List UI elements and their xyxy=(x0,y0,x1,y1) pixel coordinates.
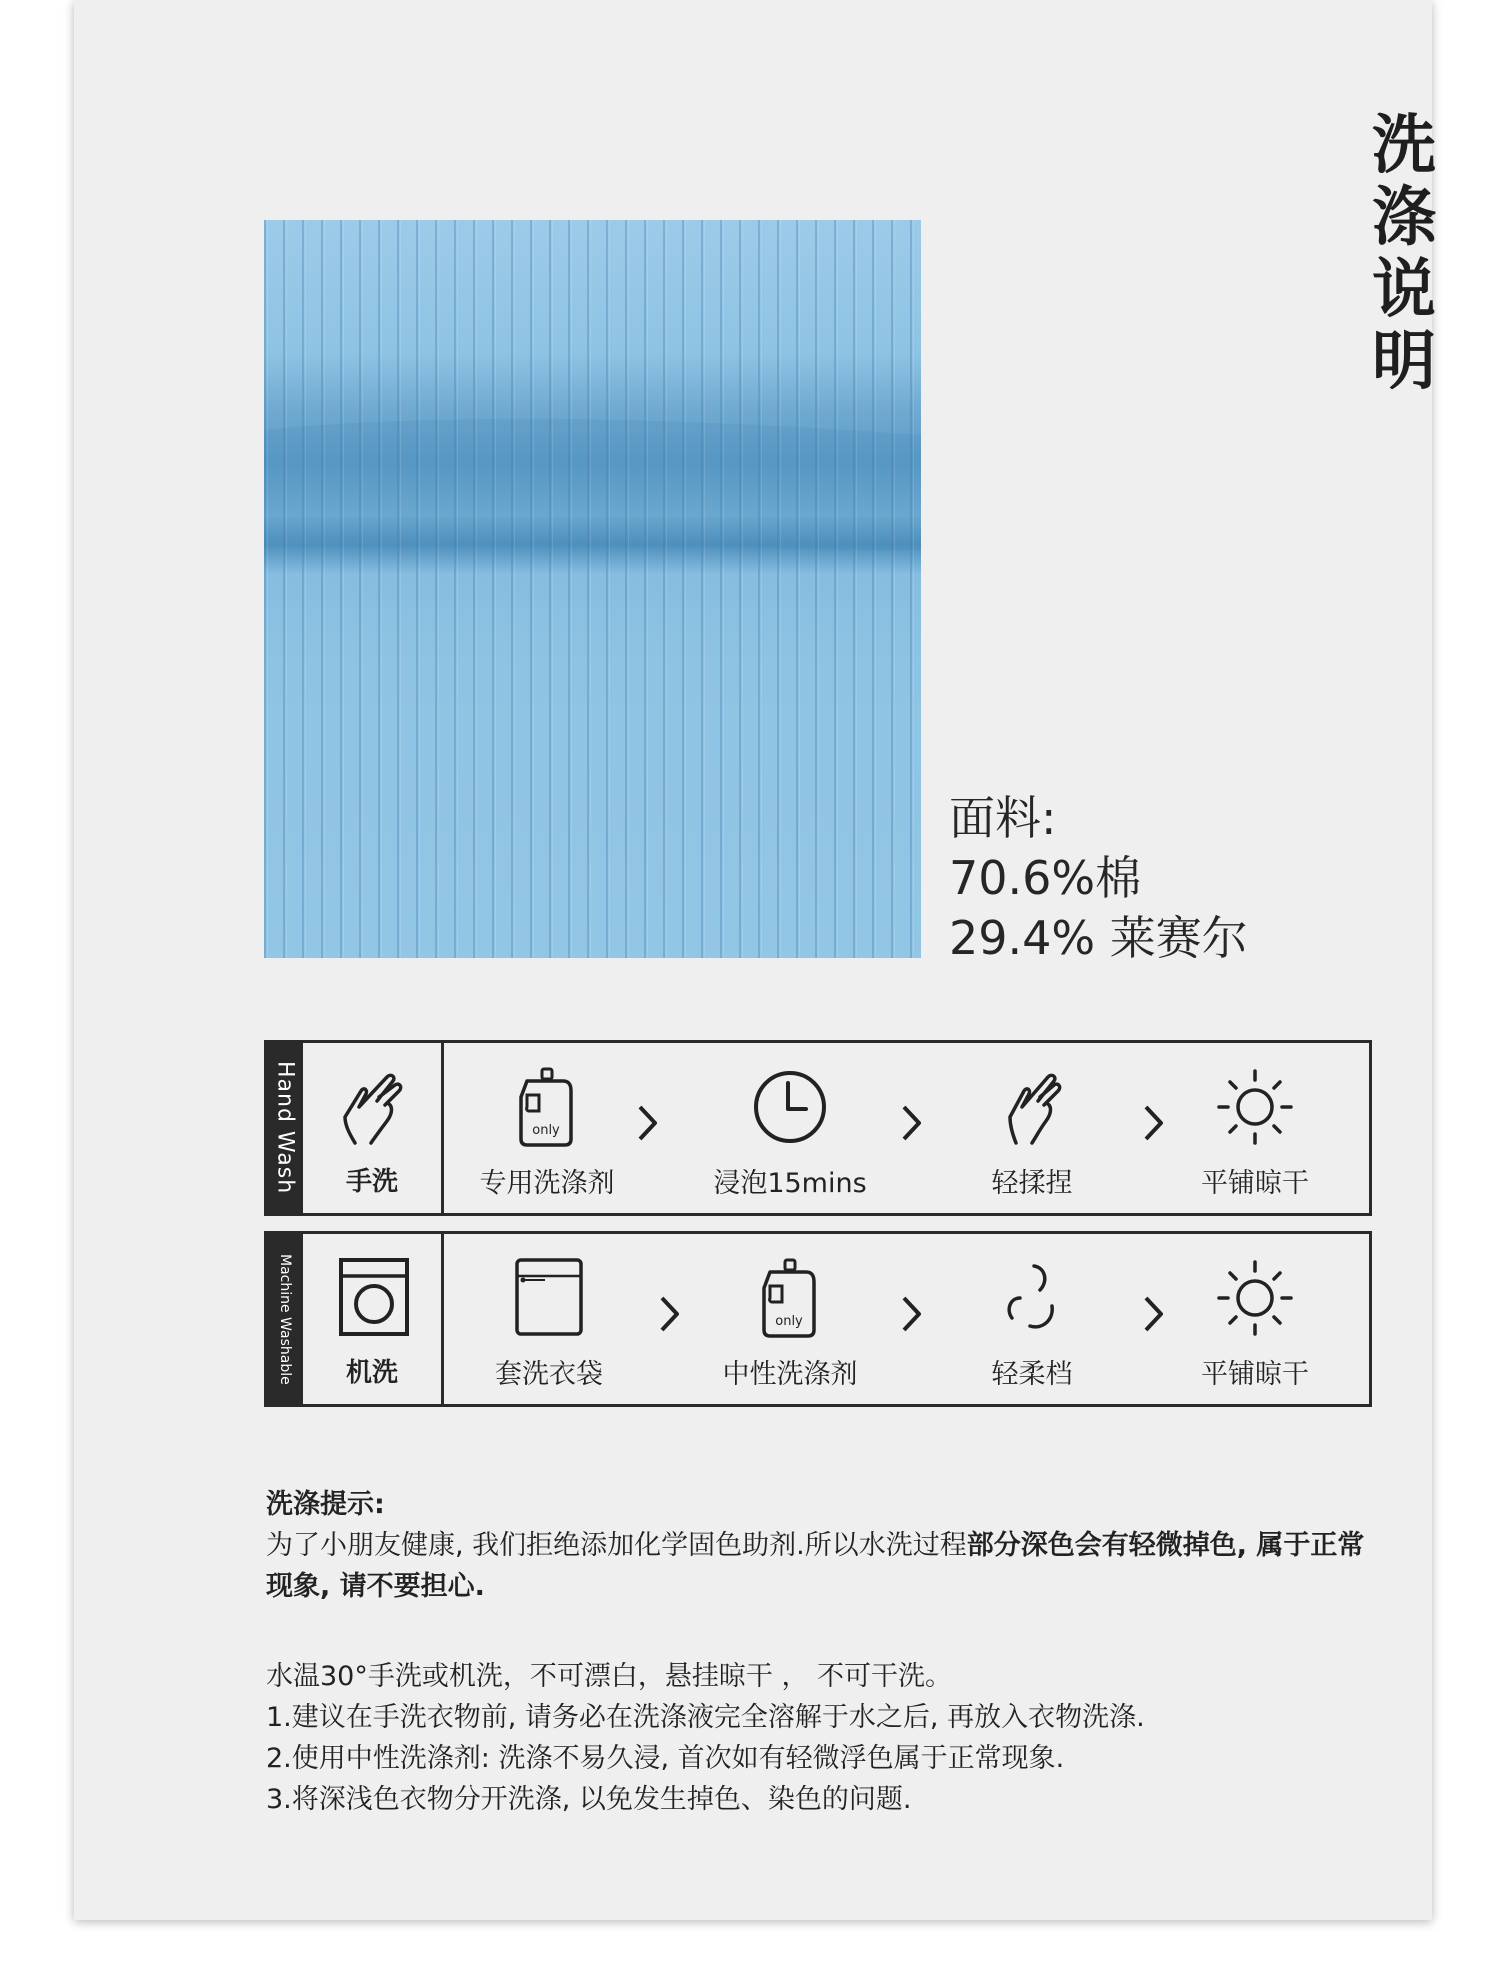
clock-icon xyxy=(740,1067,840,1147)
step-soak xyxy=(690,1043,890,1213)
machine-wash-panel xyxy=(264,1231,1372,1407)
hand-icon xyxy=(982,1067,1082,1147)
title-char: 洗 xyxy=(1372,109,1436,183)
chevron-right-icon xyxy=(635,1101,661,1145)
instruction-card xyxy=(74,0,1436,1920)
detergent-bottle-icon xyxy=(740,1258,840,1338)
step-label: 平铺晾干 xyxy=(1201,1359,1309,1390)
step-detergent xyxy=(690,1234,890,1404)
note-line: 水温30°手洗或机洗，不可漂白，悬挂晾干 ， 不可干洗。 xyxy=(266,1661,953,1692)
material-info xyxy=(949,788,1248,968)
machine-wash-tab: Machine Washable xyxy=(267,1234,303,1404)
gentle-cycle-icon xyxy=(982,1258,1082,1338)
fabric-swatch-image xyxy=(264,220,921,958)
step-label: 轻柔档 xyxy=(991,1359,1073,1390)
chevron-right-icon xyxy=(899,1292,925,1336)
tips-text: 为了小朋友健康, 我们拒绝添加化学固色助剂.所以水洗过程部分深色会有轻微掉色, 属于正常现象, 请不要担心. xyxy=(266,1530,1365,1602)
sun-icon xyxy=(1205,1258,1305,1338)
sun-icon xyxy=(1205,1067,1305,1147)
step-dry-flat xyxy=(1155,1234,1355,1404)
care-notes xyxy=(266,1656,1376,1820)
method-label: 手洗 xyxy=(345,1167,398,1197)
detergent-bottle-icon xyxy=(497,1067,597,1147)
material-label: 面料: xyxy=(949,791,1057,845)
title-char: 明 xyxy=(1372,325,1436,399)
hand-icon xyxy=(321,1067,425,1147)
chevron-right-icon xyxy=(657,1292,683,1336)
machine-wash-method xyxy=(303,1234,444,1404)
step-knead xyxy=(932,1043,1132,1213)
step-dry-flat xyxy=(1155,1043,1355,1213)
step-label: 套洗衣袋 xyxy=(495,1359,603,1390)
step-label: 轻揉捏 xyxy=(991,1168,1073,1199)
step-label: 平铺晾干 xyxy=(1201,1168,1309,1199)
washing-machine-icon xyxy=(321,1258,425,1338)
hand-wash-tab: Hand Wash xyxy=(267,1043,303,1213)
material-line: 70.6%棉 xyxy=(949,851,1142,905)
tips-heading: 洗涤提示: xyxy=(266,1489,385,1520)
page-title xyxy=(1364,110,1444,398)
material-line: 29.4% 莱赛尔 xyxy=(949,911,1248,965)
note-line: 1.建议在手洗衣物前, 请务必在洗涤液完全溶解于水之后, 再放入衣物洗涤. xyxy=(266,1702,1145,1733)
step-laundry-bag xyxy=(449,1234,649,1404)
note-line: 2.使用中性洗涤剂: 洗涤不易久浸, 首次如有轻微浮色属于正常现象. xyxy=(266,1743,1065,1774)
method-label: 机洗 xyxy=(345,1358,398,1388)
hand-wash-panel xyxy=(264,1040,1372,1216)
title-char: 涤 xyxy=(1372,181,1436,255)
laundry-bag-icon xyxy=(499,1258,599,1338)
title-char: 说 xyxy=(1372,253,1436,327)
svg-text:only: only xyxy=(532,1123,560,1138)
chevron-right-icon xyxy=(899,1101,925,1145)
washing-tips xyxy=(266,1484,1376,1607)
step-detergent xyxy=(447,1043,647,1213)
note-line: 3.将深浅色衣物分开洗涤, 以免发生掉色、染色的问题. xyxy=(266,1784,912,1815)
hand-wash-method xyxy=(303,1043,444,1213)
step-label: 专用洗涤剂 xyxy=(479,1168,615,1199)
step-label: 中性洗涤剂 xyxy=(722,1359,858,1390)
step-label: 浸泡15mins xyxy=(713,1168,867,1199)
step-gentle-cycle xyxy=(932,1234,1132,1404)
svg-text:only: only xyxy=(775,1314,803,1329)
